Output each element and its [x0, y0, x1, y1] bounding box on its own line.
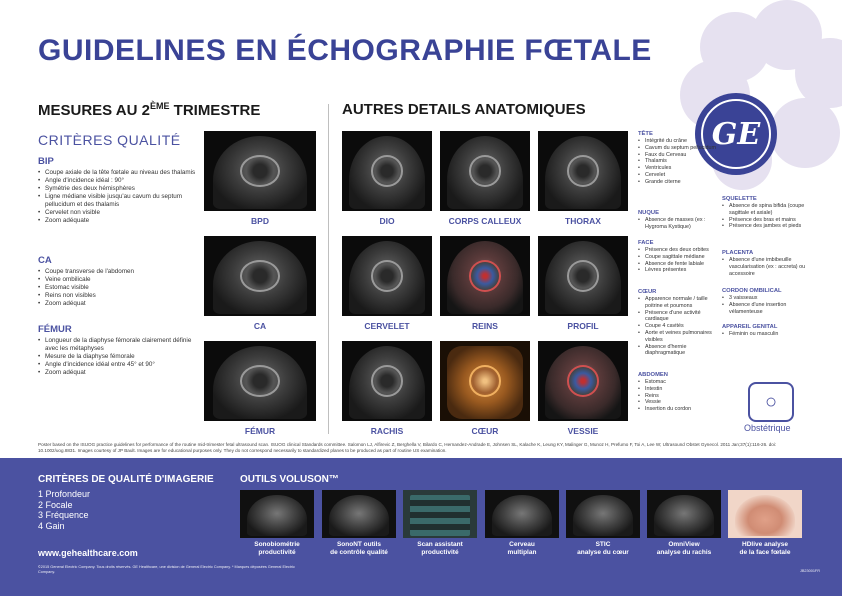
- annotation-placenta: PLACENTA • Absence d'une imbibeuille vascularisation (ex : accreta) ou accessoire: [722, 250, 814, 277]
- criteria-bip: BIP • Coupe axiale de la tête fœtale au niveau des thalamis • Angle d'incidence idéal : 90° • Symétrie des deux hémisphères • Ligne médiane visible jusqu'au cavum du septum pellucidum et des thalamis • Cervelet non visible • Zoom adéquate: [38, 156, 198, 225]
- annotation-appareil-genital: APPAREIL GENITAL • Féminin ou masculin: [722, 324, 814, 338]
- tool-caption: STIC analyse du cœur: [577, 541, 629, 556]
- website-link[interactable]: www.gehealthcare.com: [38, 548, 138, 558]
- tool-thumb-stic: [566, 490, 640, 538]
- ultrasound-image-rachis: [342, 341, 432, 421]
- bottom-band: [0, 458, 842, 596]
- tool-thumb-sononT: [322, 490, 396, 538]
- ultrasound-image-ca: [204, 236, 316, 316]
- image-label: VESSIE: [567, 426, 599, 436]
- image-label: CA: [253, 321, 267, 331]
- obstetrique-icon: ○: [748, 382, 794, 422]
- tool-caption: HDlive analyse de la face fœtale: [739, 541, 791, 556]
- image-label: REINS: [472, 321, 498, 331]
- ultrasound-image-dio: [342, 131, 432, 211]
- imaging-criteria-list: 1 Profondeur 2 Focale 3 Fréquence 4 Gain: [38, 489, 91, 531]
- tool-thumb-sonobiometrie: [240, 490, 314, 538]
- image-label: DIO: [379, 216, 395, 226]
- document-code: JB23001FR: [799, 569, 820, 573]
- ge-logo-text: GE: [701, 99, 771, 169]
- image-label: PROFIL: [567, 321, 599, 331]
- page-title: GUIDELINES EN ÉCHOGRAPHIE FŒTALE: [38, 34, 652, 67]
- voluson-tools-title: OUTILS VOLUSON™: [240, 474, 339, 485]
- annotation-tete: TÊTE • Intégrité du crâne • Cavum du septum pellucidum • Faux du Cerveau • Thalamis • Ventricules • Cervelet • Grande citerne: [638, 131, 718, 186]
- tool-thumb-cerveau: [485, 490, 559, 538]
- tool-caption: SonoNT outils de contrôle qualité: [330, 541, 388, 556]
- ultrasound-image-reins: [440, 236, 530, 316]
- column-divider: [328, 104, 329, 434]
- tool-thumb-hdlive: [728, 490, 802, 538]
- tool-caption: Scan assistant productivité: [417, 541, 463, 556]
- tool-thumb-omniview: [647, 490, 721, 538]
- image-label: CŒUR: [471, 426, 499, 436]
- image-label: FÉMUR: [244, 426, 276, 436]
- image-label: RACHIS: [370, 426, 404, 436]
- right-column-heading: AUTRES DETAILS ANATOMIQUES: [342, 101, 586, 118]
- image-label: CERVELET: [364, 321, 410, 331]
- ultrasound-image-profil: [538, 236, 628, 316]
- ultrasound-image-cervelet: [342, 236, 432, 316]
- quality-criteria-heading: CRITÈRES QUALITÉ: [38, 132, 181, 148]
- image-label: THORAX: [565, 216, 601, 226]
- criteria-ca: CA • Coupe transverse de l'abdomen • Veine ombilicale • Estomac visible • Reins non visibles • Zoom adéquat: [38, 255, 198, 308]
- annotation-face: FACE • Présence des deux orbites • Coupe sagittale médiane • Absence de fente labiale • Lèvres présentes: [638, 240, 718, 274]
- tool-thumb-scan-assistant: [403, 490, 477, 538]
- decor-circle: [770, 98, 840, 168]
- obstetrique-label: Obstétrique: [744, 423, 791, 433]
- left-column-heading: MESURES AU 2ÈME TRIMESTRE: [38, 101, 261, 119]
- copyright: ©2015 General Electric Company. Tous droits réservés. GE Healthcare, une division de General Electric Company. * Marques déposées General Electric Company.: [38, 565, 295, 574]
- imaging-criteria-title: CRITÈRES DE QUALITÉ D'IMAGERIE: [38, 474, 214, 485]
- image-label: CORPS CALLEUX: [448, 216, 522, 226]
- annotation-nuque: NUQUE • Absence de masses (ex : Hygroma Kystique): [638, 210, 718, 231]
- footnote: Poster based on the ISUOG practice guidelines for performance of the routine mid-trimester fetal ultrasound scan. ISUOG clinical Standards committee. Salomon LJ, Alfirevic Z, Berghella V, Bilardo C, Hernandez-Andrade E, Johnsen SL, Kalache K, Leung KY, Malinger G, Munoz H, Prefumo F, Toi A, Lee W; Ultrasound Obstet Gynecol. 2011 Jan;37(1):116-26. doi: 10.1002/uog.8831. Images courtesy of JP Bault. Images are for educational purposes only. They do not correspond necessarily to standardized planes to be produced as part of routine US examination.: [38, 442, 777, 453]
- annotation-squelette: SQUELETTE • Absence de spina bifida (coupe sagittale et axiale) • Présence des bras et mains • Présence des jambes et pieds: [722, 196, 814, 230]
- ultrasound-image-corps-calleux: [440, 131, 530, 211]
- ultrasound-image-thorax: [538, 131, 628, 211]
- ultrasound-image-bpd: [204, 131, 316, 211]
- ultrasound-image-coeur: [440, 341, 530, 421]
- annotation-cordon-ombilical: CORDON OMBILICAL • 3 vaisseaux • Absence d'une insertion vélamenteuse: [722, 288, 814, 315]
- annotation-coeur: CŒUR • Apparence normale / taille poitrine et poumons • Présence d'une activité cardiaque • Coupe 4 cavités • Aorte et veines pulmonaires visibles • Absence d'hernie diaphragmatique: [638, 289, 718, 357]
- tool-caption: Sonobiométrie productivité: [254, 541, 300, 556]
- tool-caption: OmniView analyse du rachis: [656, 541, 712, 556]
- annotation-abdomen: ABDOMEN • Estomac • Intestin • Reins • Vessie • Insertion du cordon: [638, 372, 718, 413]
- criteria-femur: FÉMUR • Longueur de la diaphyse fémorale clairement définie avec les métaphyses • Mesure de la diaphyse fémorale • Angle d'incidence idéal entre 45° et 90° • Zoom adéquat: [38, 324, 198, 377]
- ultrasound-image-femur: [204, 341, 316, 421]
- ultrasound-image-vessie: [538, 341, 628, 421]
- tool-caption: Cerveau multiplan: [507, 541, 537, 556]
- image-label: BPD: [251, 216, 269, 226]
